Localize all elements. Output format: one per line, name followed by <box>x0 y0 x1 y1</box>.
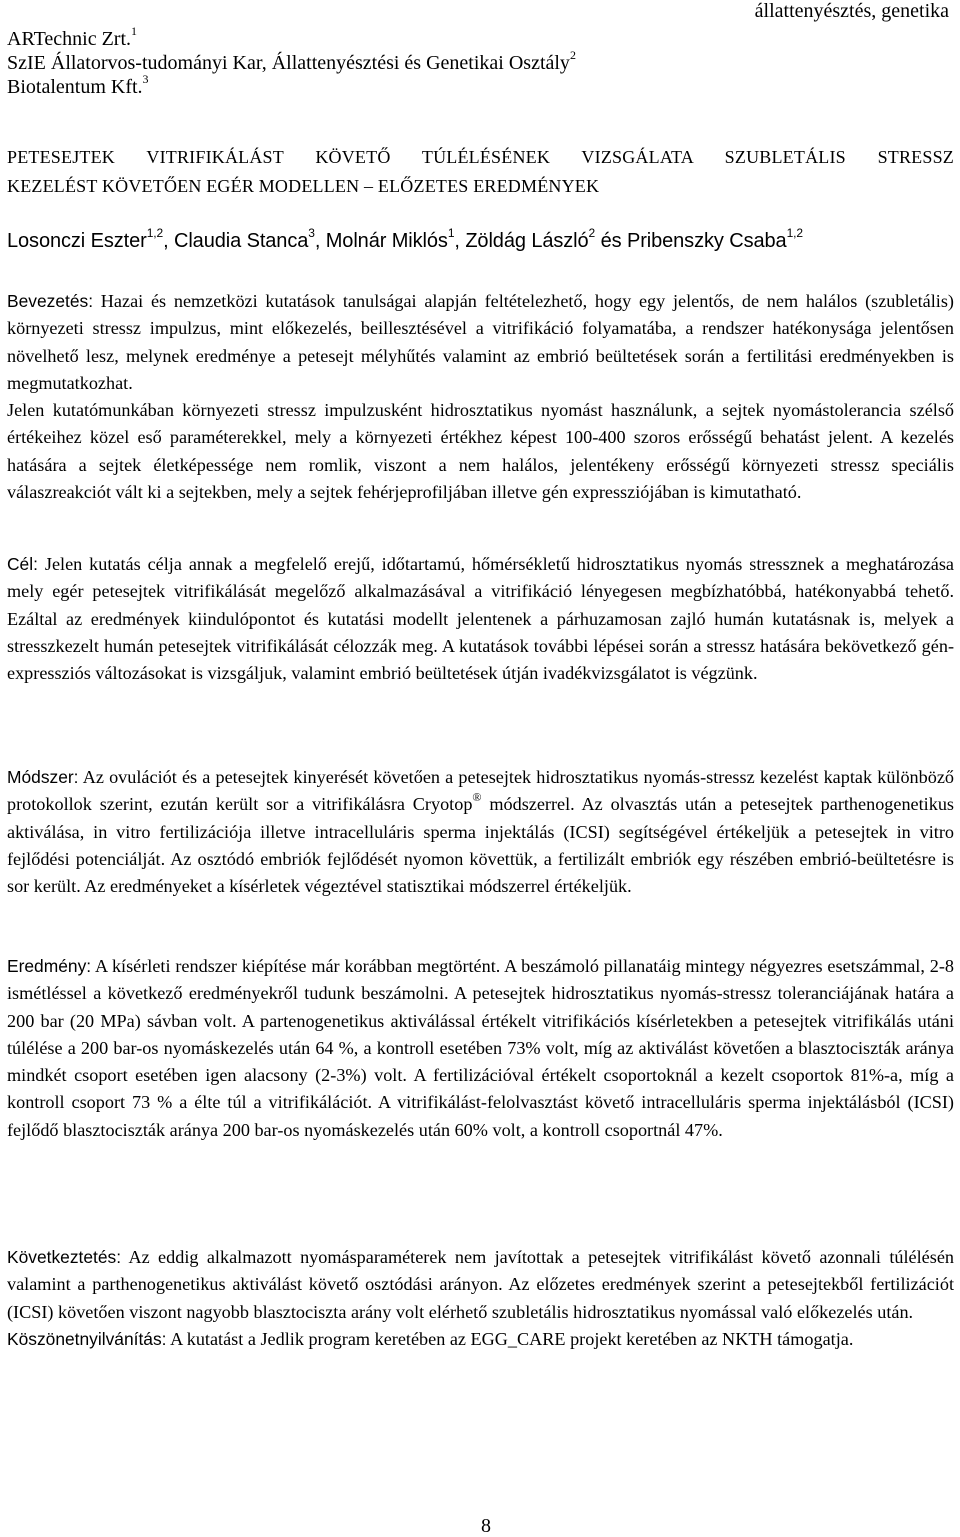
author-5: Pribenszky Csaba$^{1,2}$ <box>626 226 803 252</box>
intro-paragraph-1: Bevezetés: Hazai és nemzetközi kutatások tanulságai alapján feltételezhető, hogy egy jelentős, de nem halálos (szubletális) környezeti stressz impulzus, mint előkezelés, beillesztésével a vitrifikáció folyamatába, a rendszer hatékonysága jelentősen növelhető lesz, melynek eredménye a petesejt mélyhűtés valamint az embrió beültetések során a fertilitási eredményekben is megmutatkozhat. <box>7 291 954 393</box>
page-number: 8 <box>481 1515 491 1537</box>
conclusion-label: Következtetés: <box>7 1247 122 1267</box>
affiliation-1: ARTechnic Zrt.$^1$ <box>7 24 138 50</box>
affiliation-2: SzIE Állatorvos-tudományi Kar, Állattenyésztési és Genetikai Osztály$^2$ <box>7 48 576 74</box>
section-aim <box>7 551 954 687</box>
intro-paragraph-2: Jelen kutatómunkában környezeti stressz impulzusként hidrosztatikus nyomást használunk, a sejtek nyomástolerancia szélső értékeihez közel eső paraméterekkel, mely a környezeti értékhez képest 100-400 szoros erősségű behatást jelent. A kezelés hatására a sejtek életképessége nem romlik, viszont a nem halálos, jelentékeny erősségű környezeti stressz speciális válaszreakciót vált ki a sejtekben, mely a sejtek fehérjeprofiljában illetve gén expressziójában is kimutatható. <box>7 400 954 503</box>
method-text-b: módszerrel. Az olvasztás után a petesejtek parthenogenetikus aktiválása, in vitro fertilizációja illetve intracelluláris sperma injektálás (ICSI) segítségével értékeljük a petesejtek in vitro fejlődési potenciálját. Az osztódó embriók fejlődését nyomon követtük, a fertilizált embriók egy részében embrió-beültetésre is sor került. Az eredményeket a kísérletek végeztével statisztikai módszerrel értékeljük. <box>7 794 954 897</box>
result-text: A kísérleti rendszer kiépítése már korábban megtörtént. A beszámoló pillanatáig mintegy négyezres esetszámmal, 2-8 ismétléssel a következő eredményekről tudunk beszámolni. A petesejtek hidrosztatikus nyomás-stressz toleranciájának határa a 200 bar (20 MPa) sávban volt. A partenogenetikus aktiválással értékelt vitrifikációs kísérletekben a petesejtek vitrifikálás utáni túlélése a 200 bar-os nyomáskezelés után 64 %, a kontroll esetében 73% volt, míg az aktiválást követően a blasztociszták aránya mindkét csoport esetében igen alacsony (2-3%) volt. A fertilizációval értékelt csoportoknál a kezelt csoportok 81%-a, míg a kontroll csoport 73 % a élte túl a vitrifikálációt. A vitrifikálást-felolvasztást követő intracelluláris sperma injektálásból (ICSI) fejlődő blasztociszták aránya 200 bar-os nyomáskezelés után 60% volt, a kontroll csoportnál 47%. <box>7 956 954 1140</box>
author-list <box>7 228 954 254</box>
registered-mark: ® <box>472 790 482 805</box>
section-method <box>7 764 954 900</box>
thanks-text: A kutatást a Jedlik program keretében az EGG_CARE projekt keretében az NKTH támogatja. <box>170 1328 854 1349</box>
result-label: Eredmény: <box>7 956 92 976</box>
author-4: Zöldág László$^2$ és <box>465 226 627 252</box>
section-conclusion <box>7 1244 954 1353</box>
conclusion-text: Az eddig alkalmazott nyomásparaméterek nem javítottak a petesejtek vitrifikálást követő azonnali túlélésén valamint a parthenogenetikus aktiválást követő osztódási arányon. Az előzetes eredmények szerint a petesejtekből fertilizációt (ICSI) követően viszont nagyobb blasztociszta arány volt elérhető szubletális hidrosztatikus nyomással való előkezelés után. <box>7 1247 954 1322</box>
author-3: Molnár Miklós$^1$, <box>325 226 466 252</box>
affiliation-3: Biotalentum Kft.$^3$ <box>7 72 149 98</box>
title-line-1: PETESEJTEK VITRIFIKÁLÁST KÖVETŐ TÚLÉLÉSÉNEK VIZSGÁLATA SZUBLETÁLIS STRESSZ <box>7 147 954 167</box>
thanks-label: Köszönetnyilvánítás: <box>7 1328 167 1349</box>
topic-label: állattenyésztés, genetika <box>754 0 949 22</box>
aim-label: Cél: <box>7 554 38 574</box>
author-2: Claudia Stanca$^3$, <box>174 226 326 252</box>
intro-label: Bevezetés: <box>7 291 94 311</box>
title-line-2: KEZELÉST KÖVETŐEN EGÉR MODELLEN – ELŐZETES EREDMÉNYEK <box>7 176 600 196</box>
author-1: Losonczi Eszter$^{1,2}$, <box>7 226 174 252</box>
method-label: Módszer: <box>7 767 79 787</box>
method-text-a: Az ovulációt és a petesejtek kinyerését követően a petesejtek hidrosztatikus nyomás-stressz kezelést kaptak különböző protokollok szerint, ezután került sor a vitrifikálásra Cryotop <box>7 767 955 815</box>
aim-text: Jelen kutatás célja annak a megfelelő erejű, időtartamú, hőmérsékletű hidrosztatikus nyomás stressznek a meghatározása mely egér petesejtek vitrifikálását megelőző alkalmazásával a vitrifikáció lényegesen megbízhatóbbá, hatékonyabbá tehető. Ezáltal az eredmények kiindulópontot és kutatási modellt jelentenek a párhuzamosan zajló humán kutatásnak is, melyek a stresszkezelt humán petesejtek vitrifikálását célozzák meg. A kutatások további lépései során a stressz hatására bekövetkező gén-expressziós változásokat is vizsgáljuk, valamint embrió beültetések útján ivadékvizsgálatot is végzünk. <box>7 554 955 684</box>
section-result <box>7 953 954 1144</box>
section-introduction <box>7 288 954 506</box>
